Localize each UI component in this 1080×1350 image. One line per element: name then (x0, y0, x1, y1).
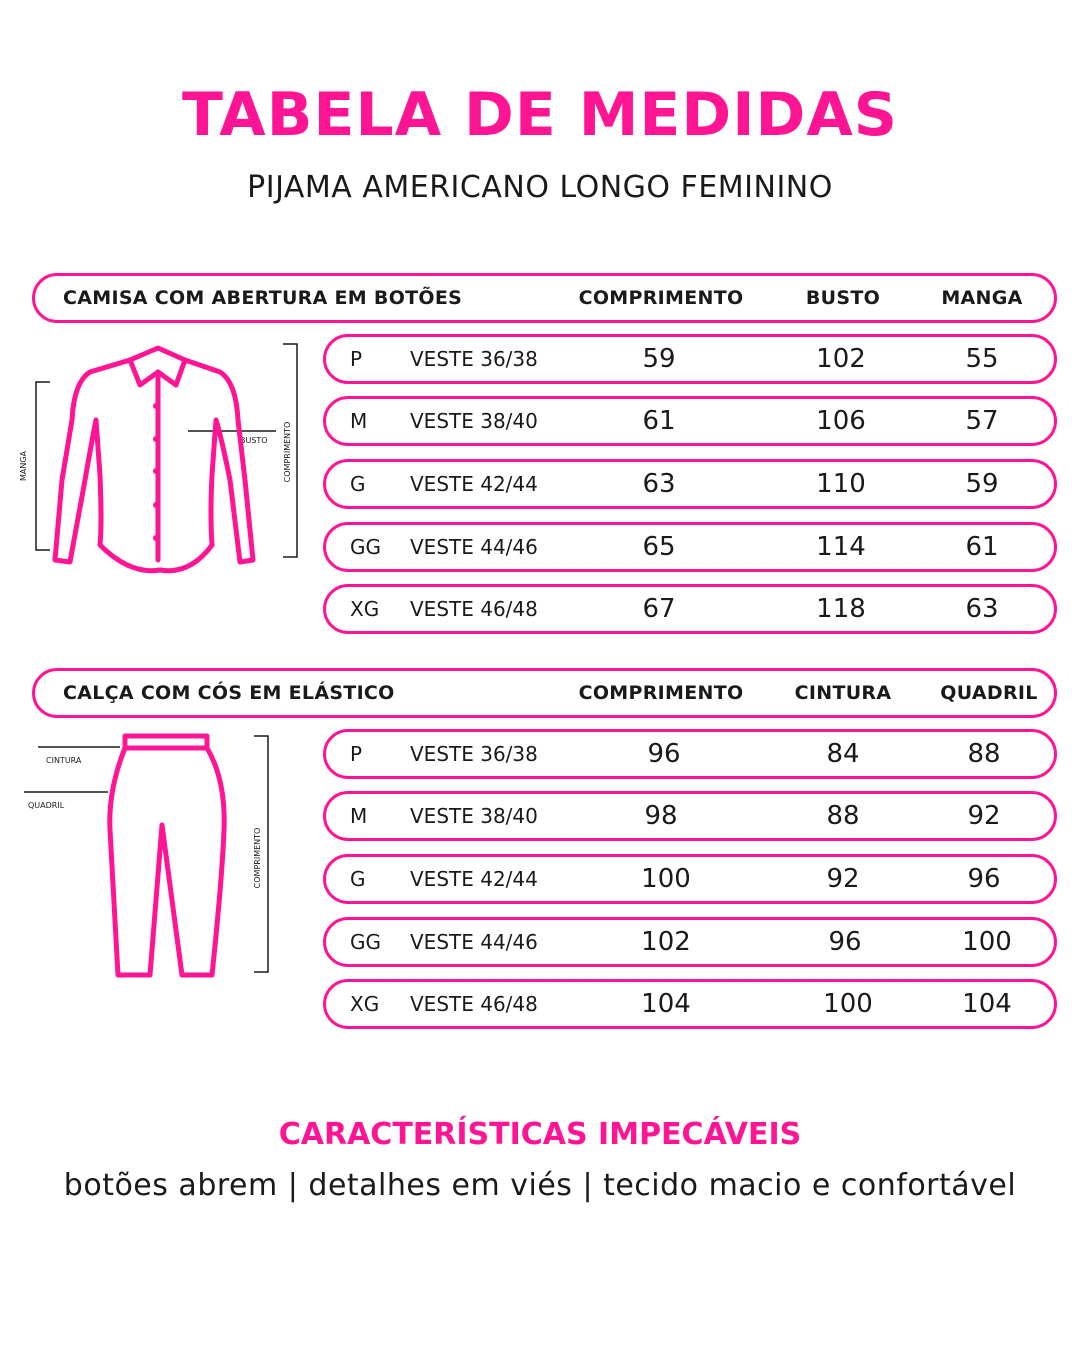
pants-col-cintura: CINTURA (794, 682, 892, 704)
cintura-label: CINTURA (46, 756, 82, 765)
veste-label: VESTE 38/40 (410, 409, 538, 433)
size-label: XG (350, 992, 380, 1016)
value-quadril: 104 (962, 989, 1012, 1019)
value-quadril: 100 (962, 927, 1012, 957)
veste-label: VESTE 36/38 (410, 742, 538, 766)
shirt-row-m (323, 396, 1057, 446)
value-busto: 118 (816, 594, 866, 624)
shirt-row-p (323, 334, 1057, 384)
value-comprimento: 67 (642, 594, 676, 624)
value-comprimento: 98 (644, 801, 678, 831)
shirt-col-manga: MANGA (941, 287, 1023, 309)
value-comprimento: 65 (642, 532, 676, 562)
size-label: P (350, 347, 363, 371)
value-cintura: 100 (823, 989, 873, 1019)
value-manga: 63 (965, 594, 999, 624)
size-label: G (350, 867, 366, 891)
value-comprimento: 61 (642, 406, 676, 436)
veste-label: VESTE 42/44 (410, 472, 538, 496)
veste-label: VESTE 46/48 (410, 597, 538, 621)
veste-label: VESTE 44/46 (410, 535, 538, 559)
busto-label: BUSTO (240, 436, 268, 445)
shirt-col-comprimento: COMPRIMENTO (578, 287, 744, 309)
value-cintura: 88 (826, 801, 860, 831)
shirt-row-xg (323, 584, 1057, 634)
features-title: CARACTERÍSTICAS IMPECÁVEIS (278, 1117, 802, 1152)
pants-col-comprimento: COMPRIMENTO (578, 682, 744, 704)
value-manga: 55 (965, 344, 999, 374)
pants-row-p (323, 729, 1057, 779)
manga-label: MANGA (19, 450, 28, 482)
shirt-table-header (32, 273, 1057, 323)
pants-diagram (0, 725, 320, 985)
value-busto: 106 (816, 406, 866, 436)
comprimento-label: COMPRIMENTO (283, 421, 292, 483)
shirt-diagram (0, 330, 320, 590)
value-manga: 59 (965, 469, 999, 499)
shirt-row-gg (323, 522, 1057, 572)
value-comprimento: 96 (647, 739, 681, 769)
value-quadril: 96 (967, 864, 1001, 894)
pants-col-quadril: QUADRIL (940, 682, 1038, 704)
value-quadril: 88 (967, 739, 1001, 769)
shirt-row-g (323, 459, 1057, 509)
manga-bracket (36, 382, 50, 550)
pants-header-title: CALÇA COM CÓS EM ELÁSTICO (63, 682, 395, 704)
pants-row-gg (323, 917, 1057, 967)
pants-outline (110, 736, 224, 975)
value-busto: 114 (816, 532, 866, 562)
features-text: botões abrem | detalhes em viés | tecido macio e confortável (63, 1168, 1017, 1203)
quadril-label: QUADRIL (28, 801, 65, 810)
value-comprimento: 104 (641, 989, 691, 1019)
value-cintura: 84 (826, 739, 860, 769)
value-comprimento: 100 (641, 864, 691, 894)
veste-label: VESTE 46/48 (410, 992, 538, 1016)
size-label: M (350, 804, 368, 828)
value-quadril: 92 (967, 801, 1001, 831)
comprimento-label: COMPRIMENTO (253, 827, 262, 889)
veste-label: VESTE 38/40 (410, 804, 538, 828)
size-label: GG (350, 930, 381, 954)
veste-label: VESTE 36/38 (410, 347, 538, 371)
pants-row-g (323, 854, 1057, 904)
value-cintura: 92 (826, 864, 860, 894)
veste-label: VESTE 42/44 (410, 867, 538, 891)
size-label: GG (350, 535, 381, 559)
value-comprimento: 102 (641, 927, 691, 957)
value-busto: 110 (816, 469, 866, 499)
pants-table-header (32, 668, 1057, 718)
pants-row-xg (323, 979, 1057, 1029)
shirt-col-busto: BUSTO (805, 287, 881, 309)
page-subtitle: PIJAMA AMERICANO LONGO FEMININO (247, 170, 833, 205)
value-comprimento: 63 (642, 469, 676, 499)
pants-row-m (323, 791, 1057, 841)
size-label: M (350, 409, 368, 433)
value-busto: 102 (816, 344, 866, 374)
veste-label: VESTE 44/46 (410, 930, 538, 954)
size-label: P (350, 742, 363, 766)
value-manga: 61 (965, 532, 999, 562)
size-label: XG (350, 597, 380, 621)
value-manga: 57 (965, 406, 999, 436)
value-comprimento: 59 (642, 344, 676, 374)
value-cintura: 96 (828, 927, 862, 957)
size-label: G (350, 472, 366, 496)
page-title: TABELA DE MEDIDAS (182, 80, 898, 150)
shirt-header-title: CAMISA COM ABERTURA EM BOTÕES (63, 287, 463, 309)
